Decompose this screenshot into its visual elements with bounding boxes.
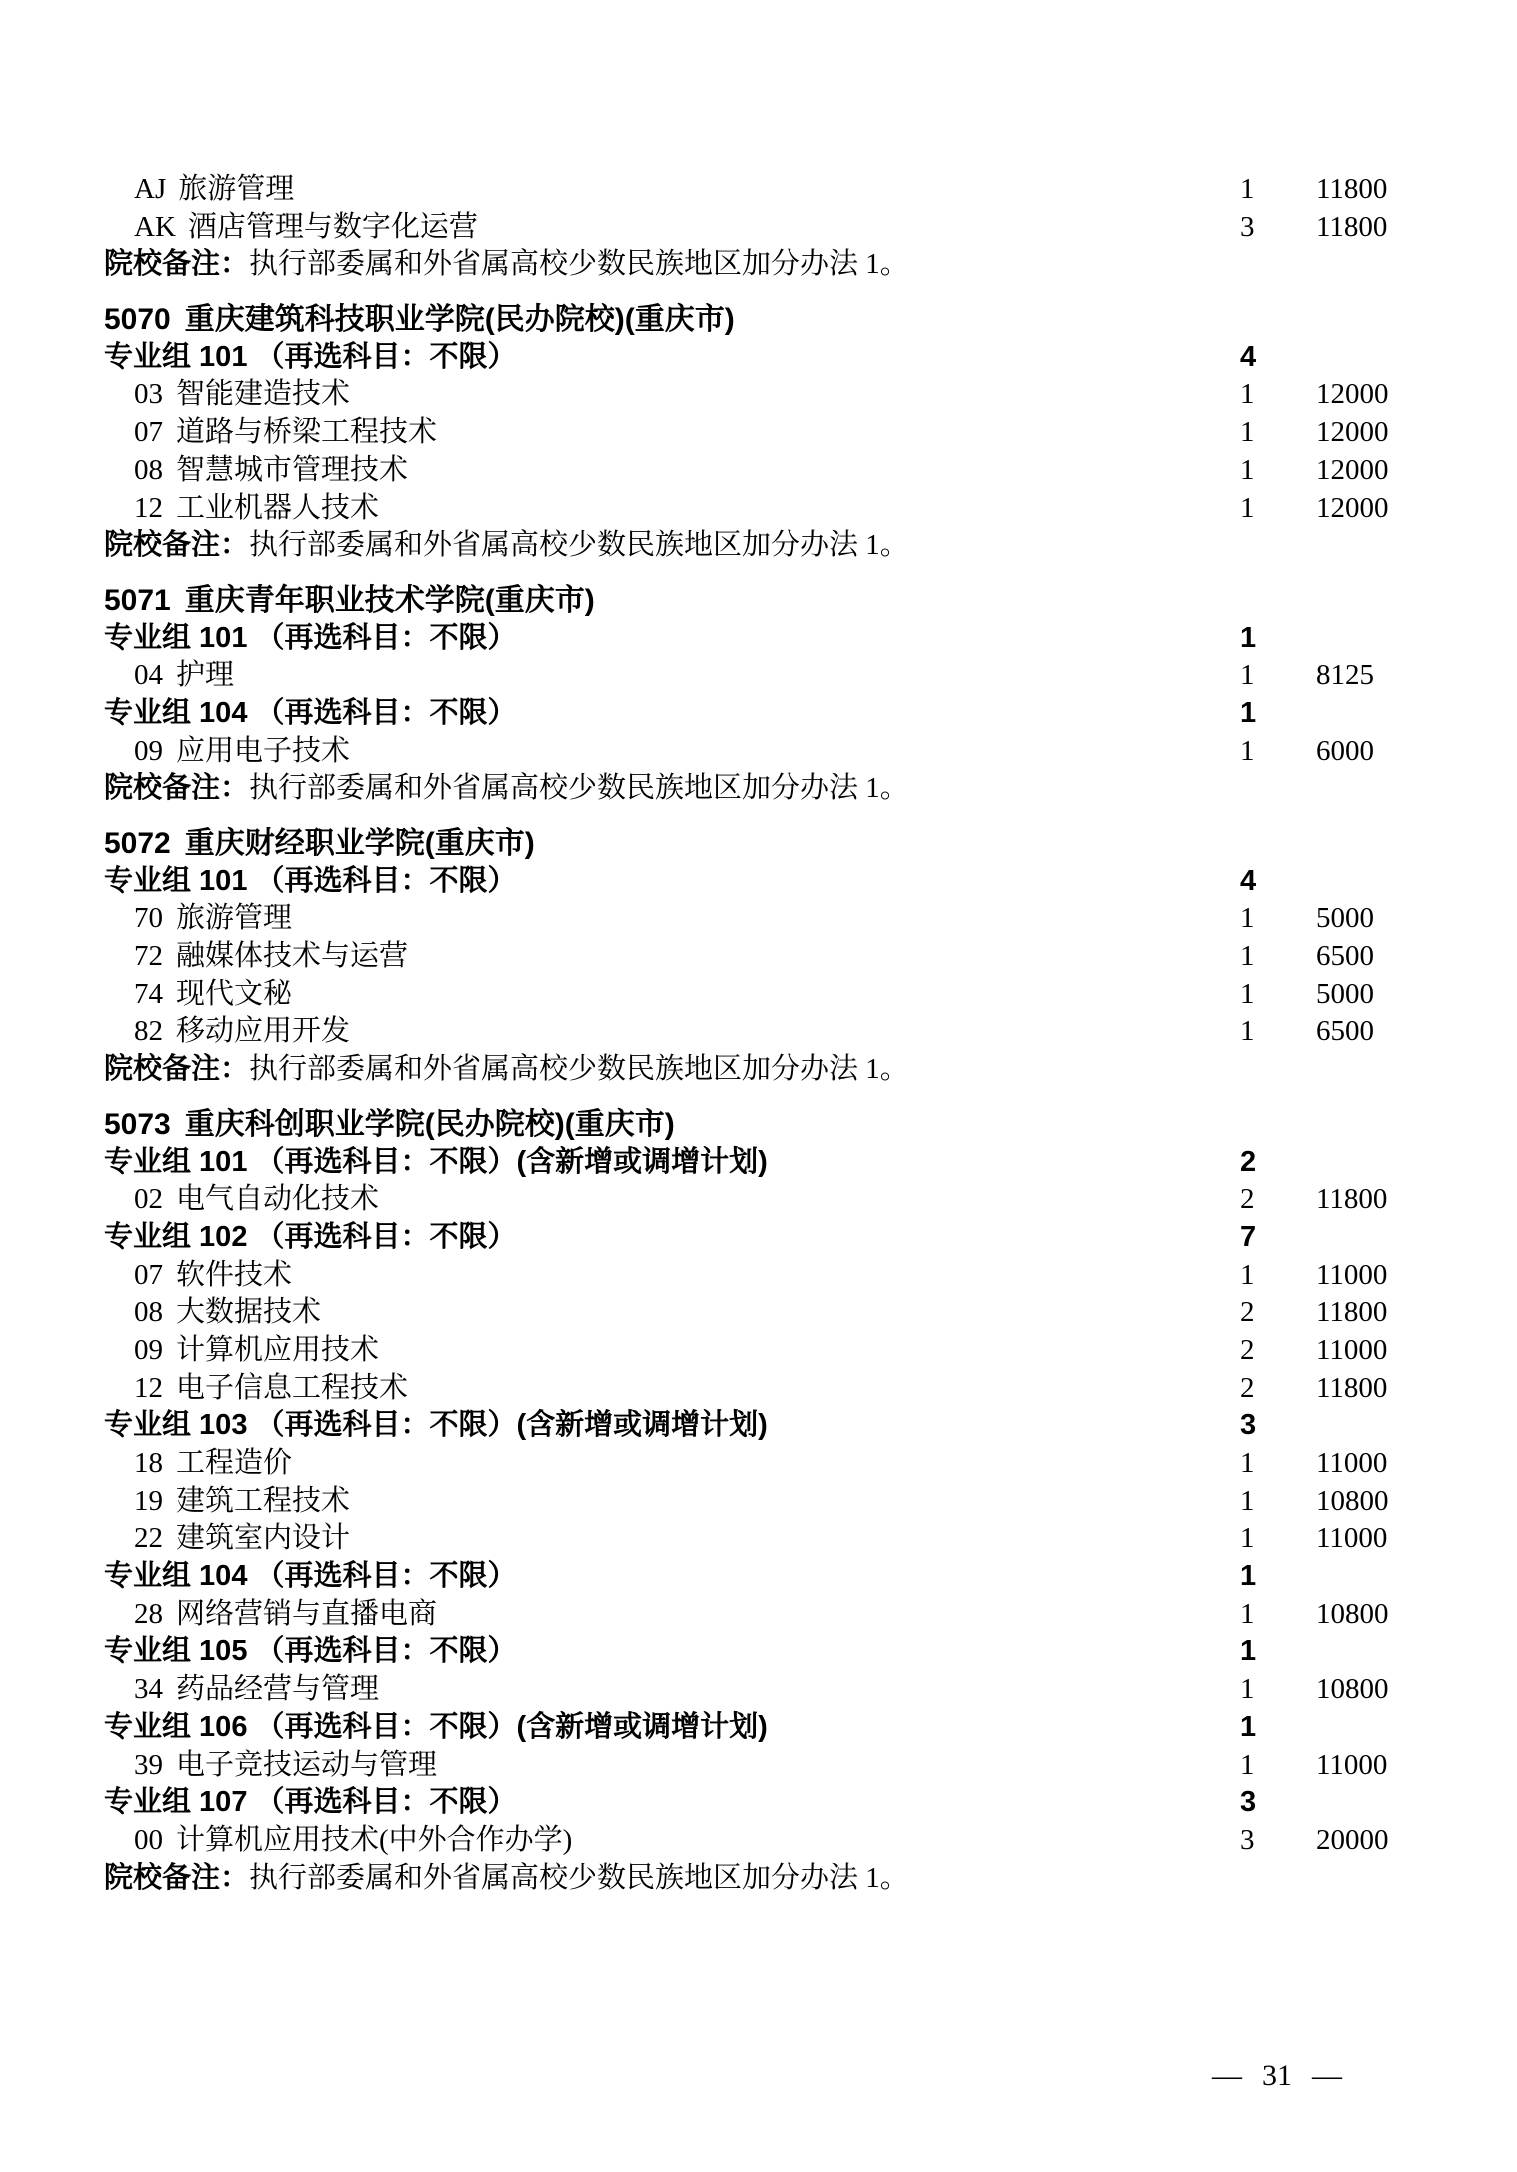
remark-text: 执行部委属和外省属高校少数民族地区加分办法 1。	[249, 248, 909, 281]
major-row	[0, 414, 1517, 452]
major-row	[0, 1445, 1517, 1483]
major-row	[0, 1747, 1517, 1785]
major-row	[0, 452, 1517, 490]
major-plan-count: 2	[1240, 1183, 1255, 1216]
major-group-row	[0, 620, 1517, 658]
major-code: 08	[134, 453, 163, 486]
major-plan-count: 1	[1240, 977, 1255, 1010]
footer-page-number: 31	[1262, 2059, 1292, 2092]
major-row	[0, 1332, 1517, 1370]
group-plan-count: 1	[1240, 1560, 1257, 1593]
school-name: 重庆财经职业学院(重庆市)	[184, 827, 535, 860]
remark-label: 院校备注：	[104, 529, 250, 562]
major-tuition-fee: 12000	[1316, 416, 1389, 449]
major-tuition-fee: 5000	[1316, 902, 1374, 935]
major-row	[0, 938, 1517, 976]
major-tuition-fee: 11800	[1316, 210, 1388, 243]
group-plan-count: 3	[1240, 1409, 1257, 1442]
group-plan-count: 1	[1240, 696, 1257, 729]
major-code: 00	[134, 1823, 163, 1856]
remark-row	[0, 527, 1517, 565]
major-row	[0, 1257, 1517, 1295]
major-name: 移动应用开发	[176, 1015, 351, 1048]
group-plan-count: 7	[1240, 1220, 1257, 1253]
major-plan-count: 1	[1240, 173, 1255, 205]
remark-text: 执行部委属和外省属高校少数民族地区加分办法 1。	[249, 529, 909, 562]
major-name: 电子信息工程技术	[176, 1371, 409, 1404]
major-row	[0, 1596, 1517, 1634]
major-tuition-fee: 11000	[1316, 1447, 1388, 1479]
group-label: 专业组 101 （再选科目：不限）	[104, 864, 517, 897]
major-plan-count: 3	[1240, 1823, 1255, 1856]
remark-row	[0, 1860, 1517, 1898]
major-plan-count: 2	[1240, 1296, 1255, 1329]
remark-text: 执行部委属和外省属高校少数民族地区加分办法 1。	[249, 1053, 909, 1086]
major-tuition-fee: 10800	[1316, 1484, 1389, 1517]
major-plan-count: 1	[1240, 1748, 1255, 1781]
remark-row	[0, 770, 1517, 808]
major-code: 09	[134, 1333, 163, 1366]
major-tuition-fee: 11000	[1316, 1522, 1388, 1555]
major-plan-count: 1	[1240, 1015, 1255, 1048]
major-tuition-fee: 12000	[1316, 453, 1389, 486]
major-code: 39	[134, 1748, 163, 1781]
major-code: 28	[134, 1597, 163, 1630]
major-plan-count: 1	[1240, 734, 1255, 767]
group-plan-count: 1	[1240, 1710, 1257, 1743]
major-code: 09	[134, 734, 163, 767]
major-code: 70	[134, 902, 163, 935]
major-code: 07	[134, 416, 163, 449]
school-row	[0, 1106, 1517, 1144]
major-plan-count: 1	[1240, 453, 1255, 486]
major-name: 软件技术	[176, 1258, 293, 1291]
major-tuition-fee: 10800	[1316, 1673, 1389, 1706]
major-plan-count: 1	[1240, 1484, 1255, 1517]
group-plan-count: 4	[1240, 864, 1257, 897]
major-code: 34	[134, 1673, 163, 1706]
major-group-row	[0, 1407, 1517, 1445]
major-name: 融媒体技术与运营	[176, 940, 409, 973]
major-plan-count: 2	[1240, 1333, 1255, 1366]
major-name: 工程造价	[176, 1447, 293, 1479]
major-group-row	[0, 1558, 1517, 1596]
major-name: 智慧城市管理技术	[176, 453, 409, 486]
major-tuition-fee: 11000	[1316, 1748, 1388, 1781]
major-tuition-fee: 11800	[1316, 1296, 1388, 1329]
footer-dash-left: —	[1212, 2059, 1242, 2092]
major-plan-count: 1	[1240, 1673, 1255, 1706]
group-label: 专业组 106 （再选科目：不限）(含新增或调增计划)	[104, 1710, 768, 1743]
major-name: 现代文秘	[176, 977, 293, 1010]
major-tuition-fee: 20000	[1316, 1823, 1389, 1856]
school-row	[0, 582, 1517, 620]
school-code: 5071	[104, 583, 171, 617]
major-tuition-fee: 11000	[1316, 1258, 1388, 1291]
major-row	[0, 1294, 1517, 1332]
major-code: AJ	[134, 173, 167, 205]
footer-dash-right: —	[1312, 2059, 1342, 2092]
admission-plan-list	[0, 171, 1517, 1897]
major-tuition-fee: 8125	[1316, 659, 1374, 692]
major-group-row	[0, 863, 1517, 901]
group-label: 专业组 101 （再选科目：不限）(含新增或调增计划)	[104, 1145, 768, 1178]
school-name: 重庆青年职业技术学院(重庆市)	[184, 583, 595, 617]
group-plan-count: 2	[1240, 1145, 1257, 1178]
group-label: 专业组 104 （再选科目：不限）	[104, 696, 517, 729]
major-name: 智能建造技术	[176, 378, 351, 411]
major-plan-count: 1	[1240, 1597, 1255, 1630]
major-row	[0, 1181, 1517, 1219]
major-tuition-fee: 12000	[1316, 491, 1389, 524]
major-row	[0, 657, 1517, 695]
major-row	[0, 1520, 1517, 1558]
major-name: 电气自动化技术	[176, 1183, 380, 1216]
major-plan-count: 3	[1240, 210, 1255, 243]
major-row	[0, 1822, 1517, 1860]
major-name: 旅游管理	[178, 173, 295, 205]
major-name: 大数据技术	[176, 1296, 322, 1329]
major-name: 旅游管理	[176, 902, 293, 935]
remark-text: 执行部委属和外省属高校少数民族地区加分办法 1。	[249, 1861, 909, 1894]
group-label: 专业组 105 （再选科目：不限）	[104, 1635, 517, 1668]
major-name: 网络营销与直播电商	[176, 1597, 438, 1630]
school-row	[0, 825, 1517, 863]
major-code: 19	[134, 1484, 163, 1517]
major-code: 07	[134, 1258, 163, 1291]
group-plan-count: 1	[1240, 621, 1257, 654]
major-name: 酒店管理与数字化运营	[187, 210, 478, 243]
major-tuition-fee: 6500	[1316, 940, 1374, 973]
major-code: AK	[134, 210, 176, 243]
school-name: 重庆科创职业学院(民办院校)(重庆市)	[184, 1107, 675, 1141]
major-name: 建筑工程技术	[176, 1484, 351, 1517]
school-row	[0, 301, 1517, 339]
group-plan-count: 1	[1240, 1635, 1257, 1668]
major-plan-count: 1	[1240, 378, 1255, 411]
major-row	[0, 209, 1517, 247]
major-name: 工业机器人技术	[176, 491, 380, 524]
major-row	[0, 1483, 1517, 1521]
major-tuition-fee: 6500	[1316, 1015, 1374, 1048]
major-group-row	[0, 1709, 1517, 1747]
major-code: 12	[134, 1371, 163, 1404]
remark-row	[0, 1051, 1517, 1089]
school-code: 5072	[104, 827, 171, 860]
major-name: 计算机应用技术(中外合作办学)	[176, 1823, 573, 1856]
major-code: 22	[134, 1522, 163, 1555]
major-code: 04	[134, 659, 163, 692]
major-tuition-fee: 10800	[1316, 1597, 1389, 1630]
major-code: 12	[134, 491, 163, 524]
major-name: 建筑室内设计	[176, 1522, 351, 1555]
remark-label: 院校备注：	[104, 772, 250, 805]
major-name: 道路与桥梁工程技术	[176, 416, 438, 449]
major-group-row	[0, 1144, 1517, 1182]
major-group-row	[0, 339, 1517, 377]
major-row	[0, 490, 1517, 528]
group-label: 专业组 101 （再选科目：不限）	[104, 340, 517, 373]
major-tuition-fee: 11800	[1316, 1371, 1388, 1404]
school-code: 5070	[104, 303, 171, 337]
group-plan-count: 4	[1240, 340, 1257, 373]
major-code: 82	[134, 1015, 163, 1048]
major-group-row	[0, 1219, 1517, 1257]
major-group-row	[0, 1784, 1517, 1822]
major-row	[0, 171, 1517, 209]
major-code: 18	[134, 1447, 163, 1479]
major-tuition-fee: 11000	[1316, 1333, 1388, 1366]
major-plan-count: 1	[1240, 902, 1255, 935]
major-name: 应用电子技术	[176, 734, 351, 767]
major-row	[0, 733, 1517, 771]
major-plan-count: 1	[1240, 1522, 1255, 1555]
major-name: 药品经营与管理	[176, 1673, 380, 1706]
major-row	[0, 976, 1517, 1014]
school-code: 5073	[104, 1107, 171, 1141]
major-tuition-fee: 6000	[1316, 734, 1374, 767]
major-plan-count: 1	[1240, 1447, 1255, 1479]
remark-label: 院校备注：	[104, 1053, 250, 1086]
remark-label: 院校备注：	[104, 1861, 250, 1894]
school-name: 重庆建筑科技职业学院(民办院校)(重庆市)	[184, 303, 735, 337]
major-tuition-fee: 5000	[1316, 977, 1374, 1010]
major-plan-count: 1	[1240, 940, 1255, 973]
major-plan-count: 1	[1240, 659, 1255, 692]
group-plan-count: 3	[1240, 1786, 1257, 1819]
major-tuition-fee: 11800	[1316, 1183, 1388, 1216]
major-row	[0, 900, 1517, 938]
major-name: 计算机应用技术	[176, 1333, 380, 1366]
major-row	[0, 1671, 1517, 1709]
major-code: 08	[134, 1296, 163, 1329]
major-row	[0, 1013, 1517, 1051]
group-label: 专业组 101 （再选科目：不限）	[104, 621, 517, 654]
major-plan-count: 1	[1240, 491, 1255, 524]
major-tuition-fee: 11800	[1316, 173, 1388, 205]
major-row	[0, 1370, 1517, 1408]
remark-label: 院校备注：	[104, 248, 250, 281]
page-footer	[1212, 2056, 1342, 2096]
major-code: 74	[134, 977, 163, 1010]
major-code: 03	[134, 378, 163, 411]
major-plan-count: 1	[1240, 416, 1255, 449]
major-code: 72	[134, 940, 163, 973]
remark-text: 执行部委属和外省属高校少数民族地区加分办法 1。	[249, 772, 909, 805]
major-plan-count: 1	[1240, 1258, 1255, 1291]
major-tuition-fee: 12000	[1316, 378, 1389, 411]
group-label: 专业组 102 （再选科目：不限）	[104, 1220, 517, 1253]
major-group-row	[0, 695, 1517, 733]
group-label: 专业组 107 （再选科目：不限）	[104, 1786, 517, 1819]
major-code: 02	[134, 1183, 163, 1216]
major-name: 电子竞技运动与管理	[176, 1748, 438, 1781]
group-label: 专业组 103 （再选科目：不限）(含新增或调增计划)	[104, 1409, 768, 1442]
group-label: 专业组 104 （再选科目：不限）	[104, 1560, 517, 1593]
remark-row	[0, 246, 1517, 284]
major-group-row	[0, 1633, 1517, 1671]
major-name: 护理	[176, 659, 235, 692]
major-plan-count: 2	[1240, 1371, 1255, 1404]
major-row	[0, 376, 1517, 414]
